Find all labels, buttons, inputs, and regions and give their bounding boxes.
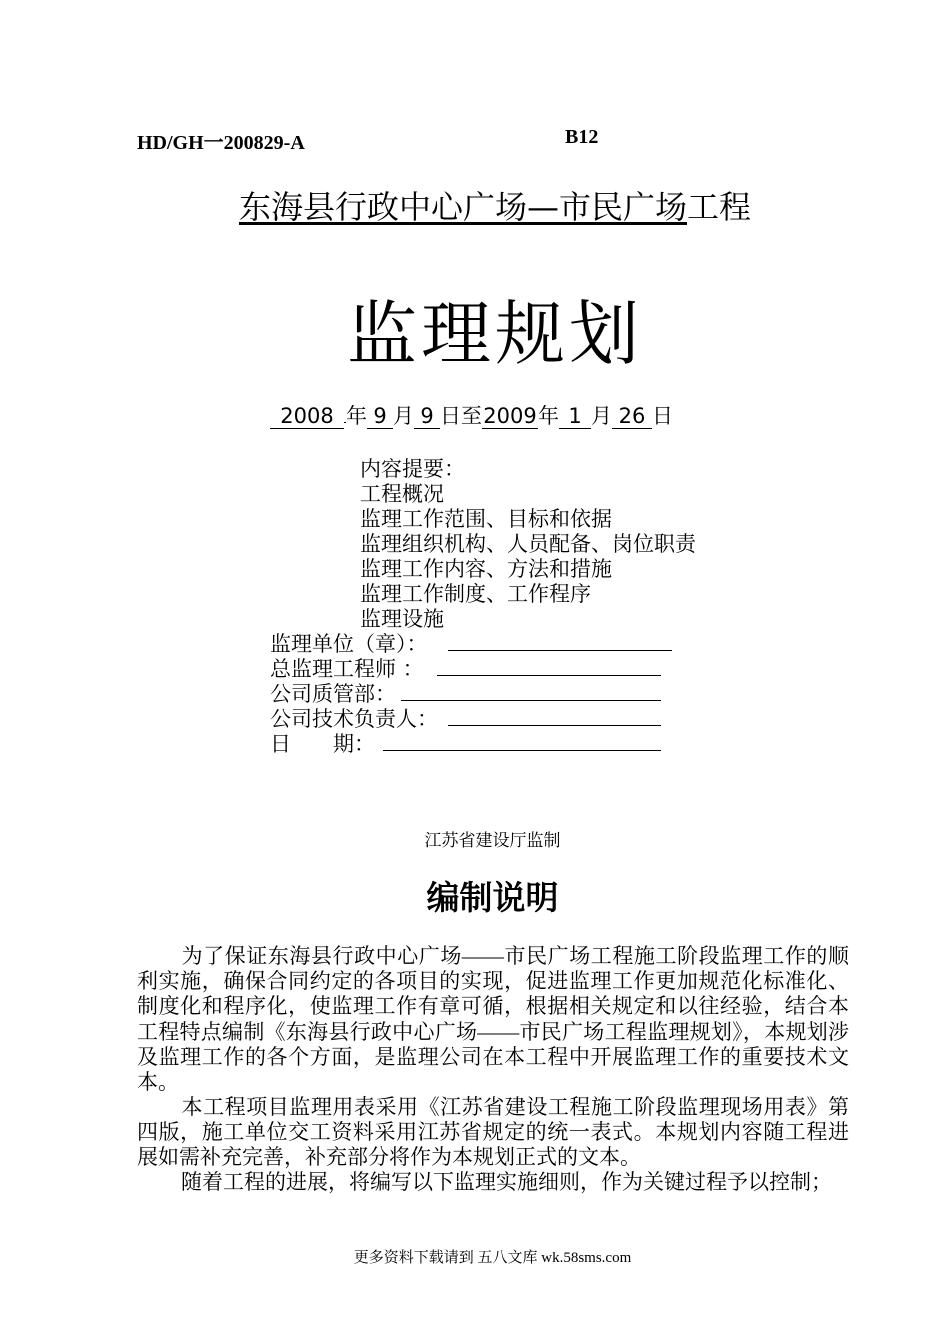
- paragraph-text: 随着工程的进展，将编写以下监理实施细则，作为关键过程予以控制；: [181, 1170, 832, 1194]
- signature-line-unit: [448, 650, 672, 651]
- footer-link[interactable]: 更多资料下载请到 五八文库 wk.58sms.com: [353, 1250, 632, 1266]
- start-month: 9: [367, 404, 393, 429]
- contents-item: 工程概况: [360, 482, 444, 506]
- section-title: 编制说明: [426, 878, 559, 917]
- to-label: 日至: [440, 404, 482, 428]
- month-label-2: 月: [591, 404, 612, 428]
- signature-label-tech-lead: 公司技术负责人：: [270, 707, 438, 731]
- end-year: 2009: [483, 404, 537, 428]
- issuer-note: 江苏省建设厅监制: [424, 831, 561, 850]
- year-label: 年: [346, 404, 367, 428]
- start-day: 9: [414, 404, 440, 429]
- end-label: 日: [652, 404, 673, 428]
- contents-item: 监理设施: [360, 607, 444, 631]
- paragraph: [137, 1170, 849, 1195]
- contents-item: 监理组织机构、人员配备、岗位职责: [360, 532, 696, 556]
- signature-label-quality-dept: 公司质管部：: [270, 682, 396, 706]
- main-title: 监理规划: [347, 293, 643, 375]
- contents-heading: 内容提要：: [360, 457, 465, 481]
- paragraph-text: 为了保证东海县行政中心广场——市民广场工程施工阶段监理工作的顺利实施，确保合同约定的各项目的实现，促进监理工作更加规范化标准化、制度化和程序化，使监理工作有章可循，根据相关规定和以往经验，结合本工程特点编制《东海县行政中心广场——市民广场工程监理规划》，本规划涉及监理工作的各个方面，是监理公司在本工程中开展监理工作的重要技术文本。: [137, 944, 849, 1095]
- signature-line-chief-engineer: [437, 675, 661, 676]
- project-title-underlined: 东海县行政中心广场—市民广场: [238, 188, 687, 226]
- document-code: HD/GH一200829-A: [137, 132, 305, 154]
- signature-line-tech-lead: [448, 725, 661, 726]
- paragraph: [137, 1095, 849, 1171]
- contents-item: 监理工作范围、目标和依据: [360, 507, 612, 531]
- paragraph-text: 本工程项目监理用表采用《江苏省建设工程施工阶段监理现场用表》第四版，施工单位交工资料采用江苏省规定的统一表式。本规划内容随工程进展如需补充完善，补充部分将作为本规划正式的文本。: [137, 1095, 849, 1170]
- month-label: 月: [393, 404, 414, 428]
- end-month: 1: [559, 404, 591, 429]
- start-year: 2008: [270, 404, 344, 429]
- contents-item: 监理工作制度、工作程序: [360, 582, 591, 606]
- document-number: B12: [565, 126, 599, 148]
- end-day: 26: [612, 404, 652, 429]
- signature-line-date: [383, 750, 661, 751]
- signature-label-chief-engineer: 总监理工程师 ：: [270, 657, 424, 681]
- paragraph: [137, 944, 849, 1095]
- signature-label-unit: 监理单位（章）：: [270, 632, 428, 656]
- project-title: [0, 182, 950, 228]
- contents-item: 监理工作内容、方法和措施: [360, 557, 612, 581]
- signature-label-date: 日 期：: [270, 732, 375, 756]
- signature-line-quality-dept: [401, 700, 661, 701]
- year-label-2: 年: [538, 404, 559, 428]
- period-line: [270, 400, 673, 430]
- project-title-rest: 工程: [687, 188, 752, 226]
